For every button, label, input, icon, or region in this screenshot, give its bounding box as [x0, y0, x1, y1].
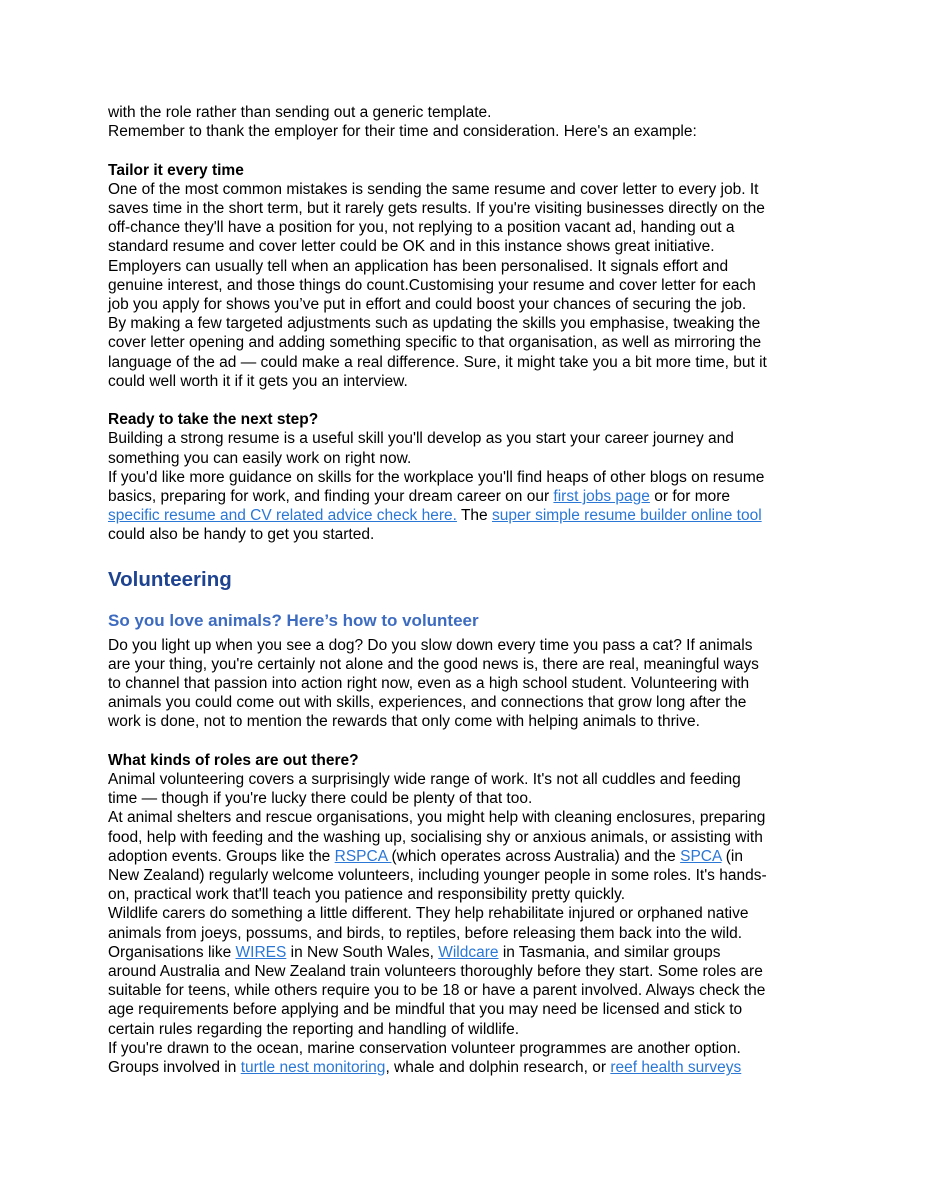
- body-text: Employers can usually tell when an application has been personalised. It signals effort and: [108, 257, 729, 275]
- text-line: [108, 314, 824, 333]
- body-text: to channel that passion into action right now, even as a high school student. Volunteering with: [108, 675, 750, 693]
- text-line: [108, 674, 824, 693]
- body-text: cover letter opening and adding something specific to that organisation, as well as mirroring the: [108, 334, 762, 352]
- text-line: [108, 257, 824, 276]
- text-line: [108, 655, 824, 674]
- text-line: [108, 1058, 824, 1077]
- body-text: If you're drawn to the ocean, marine conservation volunteer programmes are another option.: [108, 1039, 741, 1057]
- text-line: [108, 636, 824, 655]
- body-text: Animal volunteering covers a surprisingly wide range of work. It's not all cuddles and feeding: [108, 771, 741, 789]
- text-line: [108, 789, 824, 808]
- text-line: [108, 353, 824, 372]
- intro-paragraph: [108, 103, 824, 141]
- hyperlink[interactable]: specific resume and CV related advice check here.: [108, 507, 457, 525]
- text-line: [108, 161, 824, 180]
- body-text: One of the most common mistakes is sending the same resume and cover letter to every job. It: [108, 180, 759, 198]
- hyperlink[interactable]: first jobs page: [553, 488, 650, 506]
- blank-line: [108, 732, 824, 751]
- body-text: in New South Wales,: [286, 943, 439, 961]
- text-line: [108, 924, 824, 943]
- text-line: [108, 468, 824, 487]
- body-text: basics, preparing for work, and finding your dream career on our: [108, 488, 554, 506]
- text-line: [108, 525, 824, 544]
- text-line: [108, 904, 824, 923]
- body-text: off-chance they'll have a position for you, not replying to a position vacant ad, handing out a: [108, 219, 735, 237]
- bold-text: Ready to take the next step?: [108, 411, 319, 429]
- body-text: something you can easily work on right now.: [108, 449, 412, 467]
- bold-text: What kinds of roles are out there?: [108, 751, 359, 769]
- body-text: could also be handy to get you started.: [108, 526, 375, 544]
- text-line: [108, 410, 824, 429]
- body-text: Building a strong resume is a useful skill you'll develop as you start your career journey and: [108, 430, 734, 448]
- blank-line: [108, 391, 824, 410]
- text-line: [108, 295, 824, 314]
- body-text: By making a few targeted adjustments such as updating the skills you emphasise, tweaking the: [108, 315, 761, 333]
- roles-paragraph: [108, 751, 824, 1077]
- text-line: [108, 372, 824, 391]
- hyperlink[interactable]: SPCA: [680, 847, 722, 865]
- text-line: [108, 693, 824, 712]
- next-step-paragraph: [108, 410, 824, 544]
- text-line: [108, 847, 824, 866]
- text-line: [108, 712, 824, 731]
- body-text: If you'd like more guidance on skills for the workplace you'll find heaps of other blogs on resume: [108, 468, 765, 486]
- text-line: [108, 828, 824, 847]
- blank-line: [108, 141, 824, 160]
- body-text: New Zealand) regularly welcome volunteers, including younger people in some roles. It's hands-: [108, 867, 767, 885]
- body-text: Organisations like: [108, 943, 236, 961]
- body-text: time — though if you're lucky there could be plenty of that too.: [108, 790, 533, 808]
- body-text: on, practical work that'll teach you patience and responsibility pretty quickly.: [108, 886, 626, 904]
- body-text: around Australia and New Zealand train volunteers thoroughly before they start. Some roles are: [108, 963, 763, 981]
- hyperlink[interactable]: turtle nest monitoring: [240, 1059, 386, 1077]
- tailor-paragraph: [108, 161, 824, 391]
- text-line: [108, 487, 824, 506]
- body-text: food, help with feeding and the washing up, socialising shy or anxious animals, or assisting with: [108, 828, 763, 846]
- text-line: [108, 962, 824, 981]
- body-text: or for more: [649, 488, 731, 506]
- text-line: [108, 103, 824, 122]
- text-line: [108, 866, 824, 885]
- body-text: (which operates across Australia) and the: [391, 847, 681, 865]
- text-line: [108, 506, 824, 525]
- text-line: [108, 429, 824, 448]
- text-line: [108, 1039, 824, 1058]
- body-text: Wildlife carers do something a little different. They help rehabilitate injured or orphaned native: [108, 905, 749, 923]
- body-text: age requirements before applying and be mindful that you may need be licensed and stick to: [108, 1001, 743, 1019]
- text-line: [108, 122, 824, 141]
- body-text: saves time in the short term, but it rarely gets results. If you're visiting businesses directly on the: [108, 200, 765, 217]
- hyperlink[interactable]: RSPCA: [334, 847, 392, 865]
- body-text: , whale and dolphin research, or: [385, 1059, 611, 1077]
- text-line: [108, 180, 824, 199]
- body-text: genuine interest, and those things do count.Customising your resume and cover letter for each: [108, 276, 756, 294]
- text-line: [108, 1000, 824, 1019]
- volunteering-heading: Volunteering: [108, 567, 232, 591]
- body-text: Remember to thank the employer for their time and consideration. Here's an example:: [108, 123, 697, 141]
- text-line: [108, 751, 824, 770]
- text-line: [108, 218, 824, 237]
- text-line: [108, 981, 824, 1000]
- text-line: [108, 885, 824, 904]
- body-text: are your thing, you're certainly not alone and the good news is, there are real, meaningful ways: [108, 655, 759, 673]
- hyperlink[interactable]: Wildcare: [438, 943, 499, 961]
- hyperlink[interactable]: WIRES: [235, 943, 287, 961]
- body-text: with the role rather than sending out a generic template.: [108, 104, 492, 121]
- body-text: suitable for teens, while others require you to be 18 or have a parent involved. Always check the: [108, 982, 766, 1000]
- animals-intro-paragraph: [108, 636, 824, 732]
- body-text: in Tasmania, and similar groups: [498, 943, 721, 961]
- text-line: [108, 449, 824, 468]
- hyperlink[interactable]: super simple resume builder online tool: [491, 507, 762, 525]
- body-text: work is done, not to mention the rewards that only come with helping animals to thrive.: [108, 713, 700, 731]
- document-content: [108, 103, 824, 1077]
- text-line: [108, 237, 824, 256]
- body-text: animals you could come out with skills, experiences, and connections that grow long after the: [108, 694, 747, 712]
- text-line: [108, 276, 824, 295]
- love-animals-heading: So you love animals? Here’s how to volunteer: [108, 610, 479, 630]
- body-text: standard resume and cover letter could be OK and in this instance shows great initiative.: [108, 238, 715, 256]
- body-text: could well worth it if it gets you an interview.: [108, 372, 408, 390]
- body-text: certain rules regarding the reporting and handling of wildlife.: [108, 1020, 519, 1038]
- body-text: job you apply for shows you’ve put in effort and could boost your chances of securing the job.: [108, 296, 747, 314]
- text-line: [108, 1020, 824, 1039]
- body-text: The: [456, 507, 492, 525]
- bold-text: Tailor it every time: [108, 161, 244, 179]
- body-text: At animal shelters and rescue organisations, you might help with cleaning enclosures, preparing: [108, 809, 766, 827]
- body-text: adoption events. Groups like the: [108, 847, 335, 865]
- text-line: [108, 808, 824, 827]
- hyperlink[interactable]: reef health surveys: [610, 1059, 742, 1077]
- body-text: (in: [721, 847, 744, 865]
- body-text: Do you light up when you see a dog? Do you slow down every time you pass a cat? If animals: [108, 636, 753, 654]
- text-line: [108, 333, 824, 352]
- text-line: [108, 770, 824, 789]
- body-text: language of the ad — could make a real difference. Sure, it might take you a bit more time, but it: [108, 353, 767, 371]
- body-text: animals from joeys, possums, and birds, to reptiles, before releasing them back into the wild.: [108, 924, 743, 942]
- text-line: [108, 943, 824, 962]
- body-text: Groups involved in: [108, 1059, 241, 1077]
- text-line: [108, 199, 824, 218]
